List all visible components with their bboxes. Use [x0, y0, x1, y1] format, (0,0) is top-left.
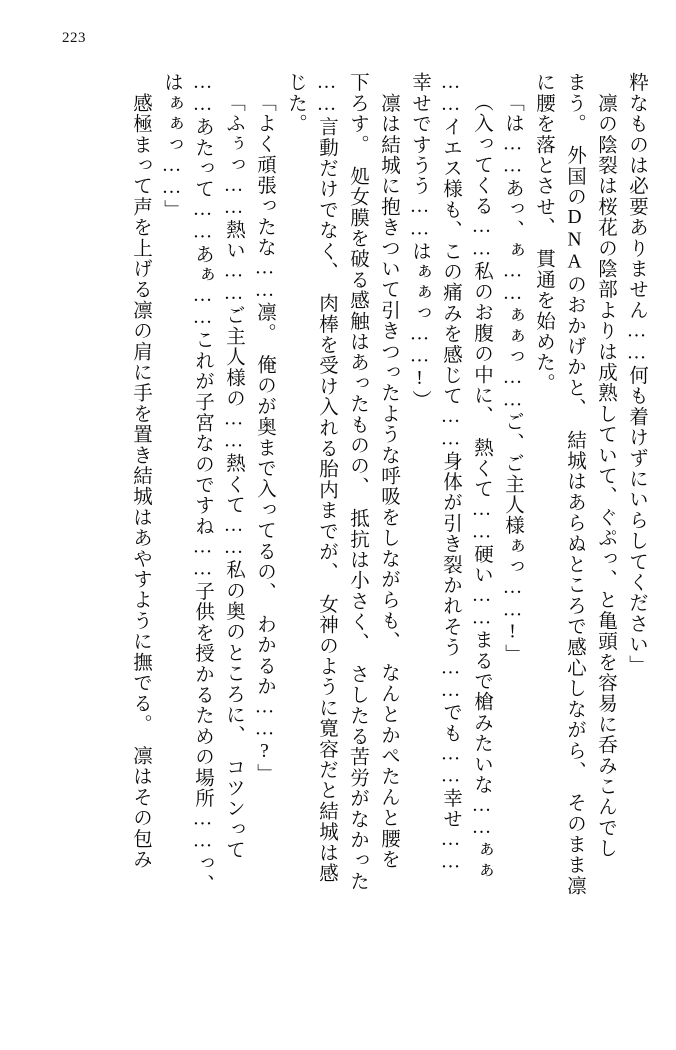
text-line: （入ってくる……私のお腹の中に、 熱くて……硬い……まるで槍みたいな……ぁぁ: [471, 92, 492, 881]
text-line: ……イエス様も、この痛みを感じて……身体が引き裂かれそう……でも……幸せ……: [440, 72, 461, 874]
text-line: まう。 外国のDNAのおかげかと、 結城はあらぬところで感心しながら、 そのまま凛: [564, 72, 585, 896]
text-line: 下ろす。 処女膜を破る感触はあったものの、 抵抗は小さく、 さしたる苦労がなかった: [347, 72, 368, 892]
text-line: じた。: [285, 72, 306, 135]
text-line: 凛の陰裂は桜花の陰部よりは成熟していて、ぐぷっ、と亀頭を容易に呑みこんでし: [595, 72, 616, 859]
text-line: 幸せですうう……はぁぁっ……!）: [409, 72, 430, 411]
vertical-text-body: [30, 72, 646, 1002]
text-line: 「ふぅっ……熱い……ご主人様の……熱くて……私の奥のところに、 コツンって: [223, 92, 244, 861]
text-line: 「よく頑張ったな……凛。 俺のが奥まで入ってるの、 わかるか……?」: [254, 92, 275, 784]
page-number: 223: [62, 30, 86, 46]
text-line: ……あたって……あぁ……これが子宮なのですね……子供を授かるための場所……っ、: [192, 72, 213, 895]
text-line: はぁぁっ……」: [161, 72, 182, 220]
text-line: 感極まって声を上げる凛の肩に手を置き結城はあやすように撫でる。 凛はその包み: [130, 72, 151, 870]
text-line: ……言動だけでなく、 肉棒を受け入れる胎内までが、 女神のように寛容だと結城は感: [316, 72, 337, 884]
text-line: 凛は結城に抱きついて引きつったような呼吸をしながらも、 なんとかぺたんと腰を: [378, 72, 399, 870]
text-line: に腰を落とさせ、 貫通を始めた。: [533, 72, 554, 394]
text-line: 「は……あっ、ぁ……ぁぁっ……ご、ご主人様ぁっ……!」: [502, 92, 523, 665]
text-line: 粋なものは必要ありません……何も着けずにいらしてください」: [626, 72, 647, 676]
